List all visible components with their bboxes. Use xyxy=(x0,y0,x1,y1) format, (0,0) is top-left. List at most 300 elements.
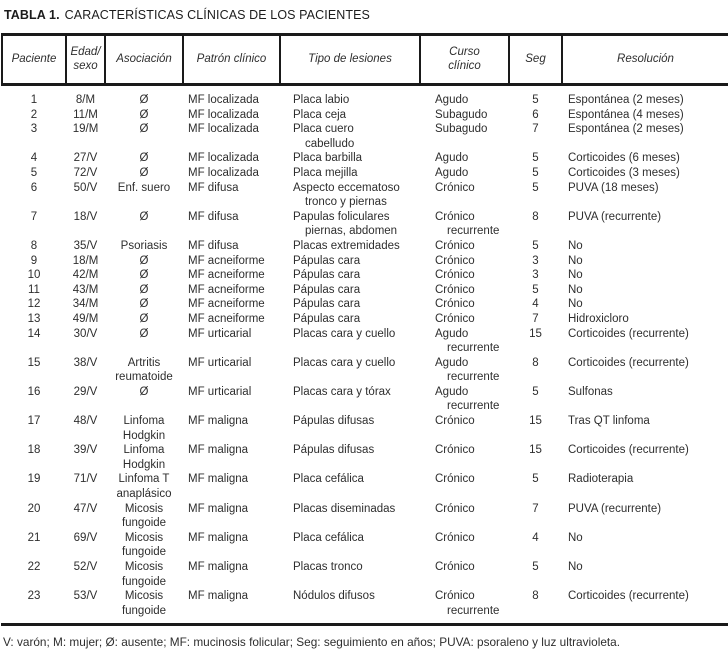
cell-line: MF maligna xyxy=(188,502,249,515)
cell-line: 1 xyxy=(30,94,38,106)
table-cell xyxy=(562,151,728,166)
cell-line: 23 xyxy=(27,590,41,603)
table-cell xyxy=(105,268,183,283)
table-cell xyxy=(280,443,420,472)
table-cell xyxy=(105,181,183,210)
cell-line: Pápulas cara xyxy=(293,254,361,267)
table-cell xyxy=(105,312,183,327)
header-line: sexo xyxy=(73,59,98,72)
table-cell xyxy=(420,385,509,414)
cell-line: Placa barbilla xyxy=(293,152,363,165)
cell-line: tronco y piernas xyxy=(305,196,387,209)
table-cell xyxy=(280,531,420,560)
table-cell xyxy=(183,385,280,414)
cell-line: 52/V xyxy=(73,561,98,573)
cell-line: 48/V xyxy=(73,415,98,428)
cell-line: 9 xyxy=(30,254,38,267)
cell-line: No xyxy=(568,254,583,267)
cell-line: Crónico xyxy=(435,561,475,573)
table-cell xyxy=(509,254,562,269)
bottom-rule xyxy=(1,623,728,626)
table-cell xyxy=(509,181,562,210)
cell-line: Linfoma xyxy=(123,415,165,428)
table-cell xyxy=(509,268,562,283)
cell-line: PUVA (recurrente) xyxy=(568,210,662,223)
table-cell xyxy=(66,108,105,123)
table-cell xyxy=(2,254,66,269)
table-row xyxy=(2,472,728,501)
table-cell xyxy=(562,181,728,210)
cell-line: Placas cara y tórax xyxy=(293,385,391,398)
cell-line: 20 xyxy=(27,502,41,515)
cell-line: 3 xyxy=(30,123,38,136)
table-cell xyxy=(66,210,105,239)
cell-line: 15 xyxy=(529,327,542,340)
header-line: Seg xyxy=(525,52,546,65)
cell-line: 49/M xyxy=(72,312,99,325)
table-cell xyxy=(420,356,509,385)
cell-line: MF maligna xyxy=(188,590,249,603)
cell-line: MF urticarial xyxy=(188,327,252,340)
cell-line: MF localizada xyxy=(188,94,259,106)
table-cell xyxy=(280,210,420,239)
cell-line: MF maligna xyxy=(188,561,249,573)
table-cell xyxy=(183,85,280,108)
table-cell xyxy=(509,312,562,327)
table-cell xyxy=(66,181,105,210)
cell-line: 8 xyxy=(532,356,539,369)
cell-line: MF localizada xyxy=(188,123,259,136)
table-cell xyxy=(66,443,105,472)
cell-line: 5 xyxy=(532,283,539,296)
cell-line: No xyxy=(568,531,583,544)
cell-line: Enf. suero xyxy=(117,181,171,194)
table-cell xyxy=(562,283,728,298)
cell-line: No xyxy=(568,269,583,282)
cell-line: Crónico xyxy=(435,181,475,194)
cell-line: 6 xyxy=(30,181,38,194)
table-cell xyxy=(420,166,509,181)
table-cell xyxy=(2,166,66,181)
cell-line: 22 xyxy=(27,561,41,573)
table-cell xyxy=(280,502,420,531)
table-cell xyxy=(280,589,420,618)
cell-line: Subagudo xyxy=(435,123,488,136)
cell-line: 30/V xyxy=(73,327,98,340)
cell-line: Ø xyxy=(139,385,149,398)
table-cell xyxy=(280,254,420,269)
cell-line: Pápulas cara xyxy=(293,283,361,296)
cell-line: 19 xyxy=(27,473,41,486)
cell-line: MF maligna xyxy=(188,415,249,428)
table-cell xyxy=(280,385,420,414)
table-cell xyxy=(2,181,66,210)
table-cell xyxy=(66,472,105,501)
table-cell xyxy=(66,502,105,531)
table-body xyxy=(2,85,728,619)
cell-line: 5 xyxy=(532,152,539,165)
table-cell xyxy=(509,589,562,618)
cell-line: Placa labio xyxy=(293,94,350,106)
cell-line: Hidroxicloro xyxy=(568,312,629,325)
cell-line: fungoide xyxy=(121,546,167,559)
table-cell xyxy=(105,443,183,472)
table-cell xyxy=(66,283,105,298)
table-cell xyxy=(183,414,280,443)
table-cell xyxy=(509,385,562,414)
table-cell xyxy=(562,239,728,254)
cell-line: 6 xyxy=(532,108,539,121)
cell-line: 17 xyxy=(27,415,41,428)
cell-line: 15 xyxy=(529,444,542,457)
cell-line: Sulfonas xyxy=(568,385,613,398)
table-row xyxy=(2,356,728,385)
cell-line: cabelludo xyxy=(305,137,355,150)
table-cell xyxy=(2,297,66,312)
cell-line: Agudo xyxy=(435,385,469,398)
cell-line: Micosis xyxy=(124,590,164,603)
table-cell xyxy=(2,560,66,589)
cell-line: Pápulas cara xyxy=(293,269,361,282)
table-cell xyxy=(2,385,66,414)
cell-line: Ø xyxy=(139,298,149,311)
cell-line: recurrente xyxy=(447,225,500,238)
cell-line: recurrente xyxy=(447,342,500,355)
table-cell xyxy=(420,151,509,166)
table-cell xyxy=(183,283,280,298)
cell-line: piernas, abdomen xyxy=(305,225,398,238)
table-row xyxy=(2,181,728,210)
table-cell xyxy=(2,108,66,123)
table-cell xyxy=(420,268,509,283)
table-cell xyxy=(105,239,183,254)
cell-line: 5 xyxy=(532,181,539,194)
cell-line: Micosis xyxy=(124,531,164,544)
cell-line: 19/M xyxy=(72,123,99,136)
table-cell xyxy=(509,502,562,531)
table-cell xyxy=(280,283,420,298)
cell-line: Ø xyxy=(139,152,149,165)
table-cell xyxy=(2,531,66,560)
table-row xyxy=(2,283,728,298)
cell-line: No xyxy=(568,561,583,573)
cell-line: MF urticarial xyxy=(188,385,252,398)
cell-line: MF localizada xyxy=(188,152,259,165)
table-cell xyxy=(66,531,105,560)
table-row xyxy=(2,414,728,443)
table-row xyxy=(2,151,728,166)
table-cell xyxy=(2,151,66,166)
table-cell xyxy=(280,239,420,254)
cell-line: Corticoides (3 meses) xyxy=(568,166,680,179)
table-cell xyxy=(280,181,420,210)
table-cell xyxy=(66,254,105,269)
cell-line: Placa cuero xyxy=(293,123,354,136)
table-cell xyxy=(105,502,183,531)
table-cell xyxy=(183,327,280,356)
header-line: Paciente xyxy=(11,52,57,65)
table-cell xyxy=(562,268,728,283)
cell-line: 16 xyxy=(27,385,41,398)
cell-line: 5 xyxy=(532,473,539,486)
cell-line: Crónico xyxy=(435,415,475,428)
table-cell xyxy=(562,297,728,312)
cell-line: 4 xyxy=(30,152,38,165)
cell-line: Linfoma T xyxy=(118,473,170,486)
cell-line: 18 xyxy=(27,444,41,457)
cell-line: 8 xyxy=(30,239,38,252)
header-cell-0 xyxy=(2,35,66,85)
cell-line: 15 xyxy=(27,356,41,369)
cell-line: 8 xyxy=(532,210,539,223)
table-cell xyxy=(562,312,728,327)
cell-line: Ø xyxy=(139,312,149,325)
table-row xyxy=(2,85,728,108)
table-cell xyxy=(183,108,280,123)
table-cell xyxy=(183,356,280,385)
cell-line: MF difusa xyxy=(188,239,239,252)
cell-line: Crónico xyxy=(435,298,475,311)
cell-line: 43/M xyxy=(72,283,99,296)
cell-line: Crónico xyxy=(435,283,475,296)
table-cell xyxy=(2,239,66,254)
cell-line: Ø xyxy=(139,327,149,340)
cell-line: 4 xyxy=(532,531,539,544)
table-cell xyxy=(509,166,562,181)
cell-line: Espontánea (2 meses) xyxy=(568,123,684,136)
table-cell xyxy=(509,327,562,356)
cell-line: Agudo xyxy=(435,356,469,369)
cell-line: recurrente xyxy=(447,371,500,384)
table-cell xyxy=(280,268,420,283)
table-row xyxy=(2,589,728,618)
table-cell xyxy=(420,589,509,618)
table-cell xyxy=(562,472,728,501)
cell-line: Pápulas difusas xyxy=(293,415,375,428)
table-cell xyxy=(562,531,728,560)
cell-line: Agudo xyxy=(435,152,469,165)
table-cell xyxy=(105,166,183,181)
cell-line: 11 xyxy=(28,283,40,296)
table-cell xyxy=(562,560,728,589)
table-cell xyxy=(66,268,105,283)
table-footnote: V: varón; M: mujer; Ø: ausente; MF: mucinosis folicular; Seg: seguimiento en años; PUVA: psoraleno y luz ultravioleta. xyxy=(3,635,620,650)
table-cell xyxy=(420,85,509,108)
cell-line: recurrente xyxy=(447,400,500,413)
table-cell xyxy=(420,560,509,589)
table-cell xyxy=(105,283,183,298)
table-cell xyxy=(66,560,105,589)
cell-line: MF localizada xyxy=(188,166,259,179)
header-line: Edad/ xyxy=(70,46,101,58)
cell-line: Placas cara y cuello xyxy=(293,356,396,369)
table-cell xyxy=(105,472,183,501)
table-cell xyxy=(2,85,66,108)
table-cell xyxy=(280,414,420,443)
cell-line: 7 xyxy=(532,312,539,325)
table-cell xyxy=(2,589,66,618)
table-row xyxy=(2,502,728,531)
table-cell xyxy=(509,297,562,312)
header-line: Tipo de lesiones xyxy=(308,52,392,65)
cell-line: Ø xyxy=(139,283,149,296)
cell-line: Micosis xyxy=(124,502,164,515)
table-cell xyxy=(509,356,562,385)
table-cell xyxy=(105,327,183,356)
cell-line: MF acneiforme xyxy=(188,254,265,267)
cell-line: fungoide xyxy=(121,604,167,617)
table-cell xyxy=(105,297,183,312)
table-cell xyxy=(183,502,280,531)
table-cell xyxy=(105,560,183,589)
table-row xyxy=(2,385,728,414)
table-header xyxy=(2,35,728,85)
cell-line: 15 xyxy=(529,415,542,428)
cell-line: 7 xyxy=(30,210,38,223)
table-cell xyxy=(105,122,183,151)
cell-line: 71/V xyxy=(73,473,98,486)
table-cell xyxy=(420,283,509,298)
table-cell xyxy=(509,283,562,298)
cell-line: Pápulas cara xyxy=(293,298,361,311)
cell-line: Agudo xyxy=(435,166,469,179)
cell-line: Crónico xyxy=(435,312,475,325)
table-cell xyxy=(509,85,562,108)
cell-line: MF difusa xyxy=(188,210,239,223)
header-line: Curso xyxy=(449,46,480,58)
table-cell xyxy=(183,122,280,151)
table-cell xyxy=(420,239,509,254)
cell-line: Espontánea (2 meses) xyxy=(568,94,684,106)
cell-line: 14 xyxy=(27,327,41,340)
cell-line: Radioterapia xyxy=(568,473,634,486)
cell-line: 7 xyxy=(532,502,539,515)
cell-line: Placa ceja xyxy=(293,108,347,121)
cell-line: Crónico xyxy=(435,254,475,267)
cell-line: PUVA (recurrente) xyxy=(568,502,662,515)
table-cell xyxy=(183,181,280,210)
cell-line: Psoriasis xyxy=(120,239,168,252)
cell-line: 5 xyxy=(532,166,539,179)
cell-line: 7 xyxy=(532,123,539,136)
cell-line: Crónico xyxy=(435,269,475,282)
table-cell xyxy=(66,589,105,618)
cell-line: Placas tronco xyxy=(293,561,363,573)
header-cell-7 xyxy=(562,35,728,85)
table-cell xyxy=(105,385,183,414)
cell-line: Ø xyxy=(139,254,149,267)
cell-line: Crónico xyxy=(435,590,475,603)
table-cell xyxy=(183,312,280,327)
table-title-label: TABLA 1. xyxy=(4,8,60,22)
table-cell xyxy=(66,327,105,356)
cell-line: Crónico xyxy=(435,239,475,252)
table-cell xyxy=(420,502,509,531)
cell-line: Corticoides (recurrente) xyxy=(568,327,689,340)
table-cell xyxy=(105,254,183,269)
patients-table xyxy=(1,33,728,618)
cell-line: Ø xyxy=(139,269,149,282)
table-cell xyxy=(509,560,562,589)
cell-line: MF acneiforme xyxy=(188,283,265,296)
table-cell xyxy=(562,254,728,269)
table-cell xyxy=(2,443,66,472)
table-row xyxy=(2,327,728,356)
header-cell-5 xyxy=(420,35,509,85)
table-title xyxy=(4,8,728,22)
cell-line: 11/M xyxy=(73,108,98,121)
table-cell xyxy=(183,297,280,312)
cell-line: Placa mejilla xyxy=(293,166,358,179)
cell-line: 27/V xyxy=(73,152,98,165)
cell-line: No xyxy=(568,298,583,311)
table-cell xyxy=(105,85,183,108)
table-cell xyxy=(420,181,509,210)
table-cell xyxy=(2,268,66,283)
cell-line: Corticoides (recurrente) xyxy=(568,590,689,603)
table-cell xyxy=(562,502,728,531)
cell-line: Tras QT linfoma xyxy=(568,415,650,428)
table-cell xyxy=(562,122,728,151)
cell-line: PUVA (18 meses) xyxy=(568,181,659,194)
cell-line: MF urticarial xyxy=(188,356,252,369)
table-cell xyxy=(183,560,280,589)
table-cell xyxy=(280,472,420,501)
table-cell xyxy=(2,312,66,327)
table-cell xyxy=(183,166,280,181)
cell-line: Ø xyxy=(139,108,149,121)
table-cell xyxy=(66,239,105,254)
cell-line: Ø xyxy=(139,94,149,106)
cell-line: Crónico xyxy=(435,473,475,486)
cell-line: Corticoides (6 meses) xyxy=(568,152,680,165)
cell-line: Placas extremidades xyxy=(293,239,400,252)
table-cell xyxy=(105,589,183,618)
cell-line: Agudo xyxy=(435,94,469,106)
table-cell xyxy=(66,356,105,385)
cell-line: 18/M xyxy=(72,254,99,267)
table-cell xyxy=(2,502,66,531)
table-row xyxy=(2,443,728,472)
cell-line: 8 xyxy=(532,590,539,603)
cell-line: Hodgkin xyxy=(122,458,166,471)
table-cell xyxy=(280,327,420,356)
table-cell xyxy=(105,414,183,443)
table-cell xyxy=(420,297,509,312)
cell-line: Artritis xyxy=(127,356,161,369)
table-cell xyxy=(2,327,66,356)
header-cell-1 xyxy=(66,35,105,85)
header-cell-3 xyxy=(183,35,280,85)
table-cell xyxy=(105,151,183,166)
table-row xyxy=(2,166,728,181)
table-cell xyxy=(2,122,66,151)
header-line: clínico xyxy=(448,59,481,72)
table-cell xyxy=(2,414,66,443)
cell-line: 4 xyxy=(532,298,539,311)
cell-line: Crónico xyxy=(435,502,475,515)
cell-line: 47/V xyxy=(73,502,98,515)
header-line: Asociación xyxy=(116,52,172,65)
cell-line: No xyxy=(568,283,583,296)
cell-line: Agudo xyxy=(435,327,469,340)
table-cell xyxy=(66,297,105,312)
cell-line: 5 xyxy=(532,561,539,573)
table-cell xyxy=(183,472,280,501)
header-cell-6 xyxy=(509,35,562,85)
cell-line: fungoide xyxy=(121,575,167,588)
table-row xyxy=(2,268,728,283)
